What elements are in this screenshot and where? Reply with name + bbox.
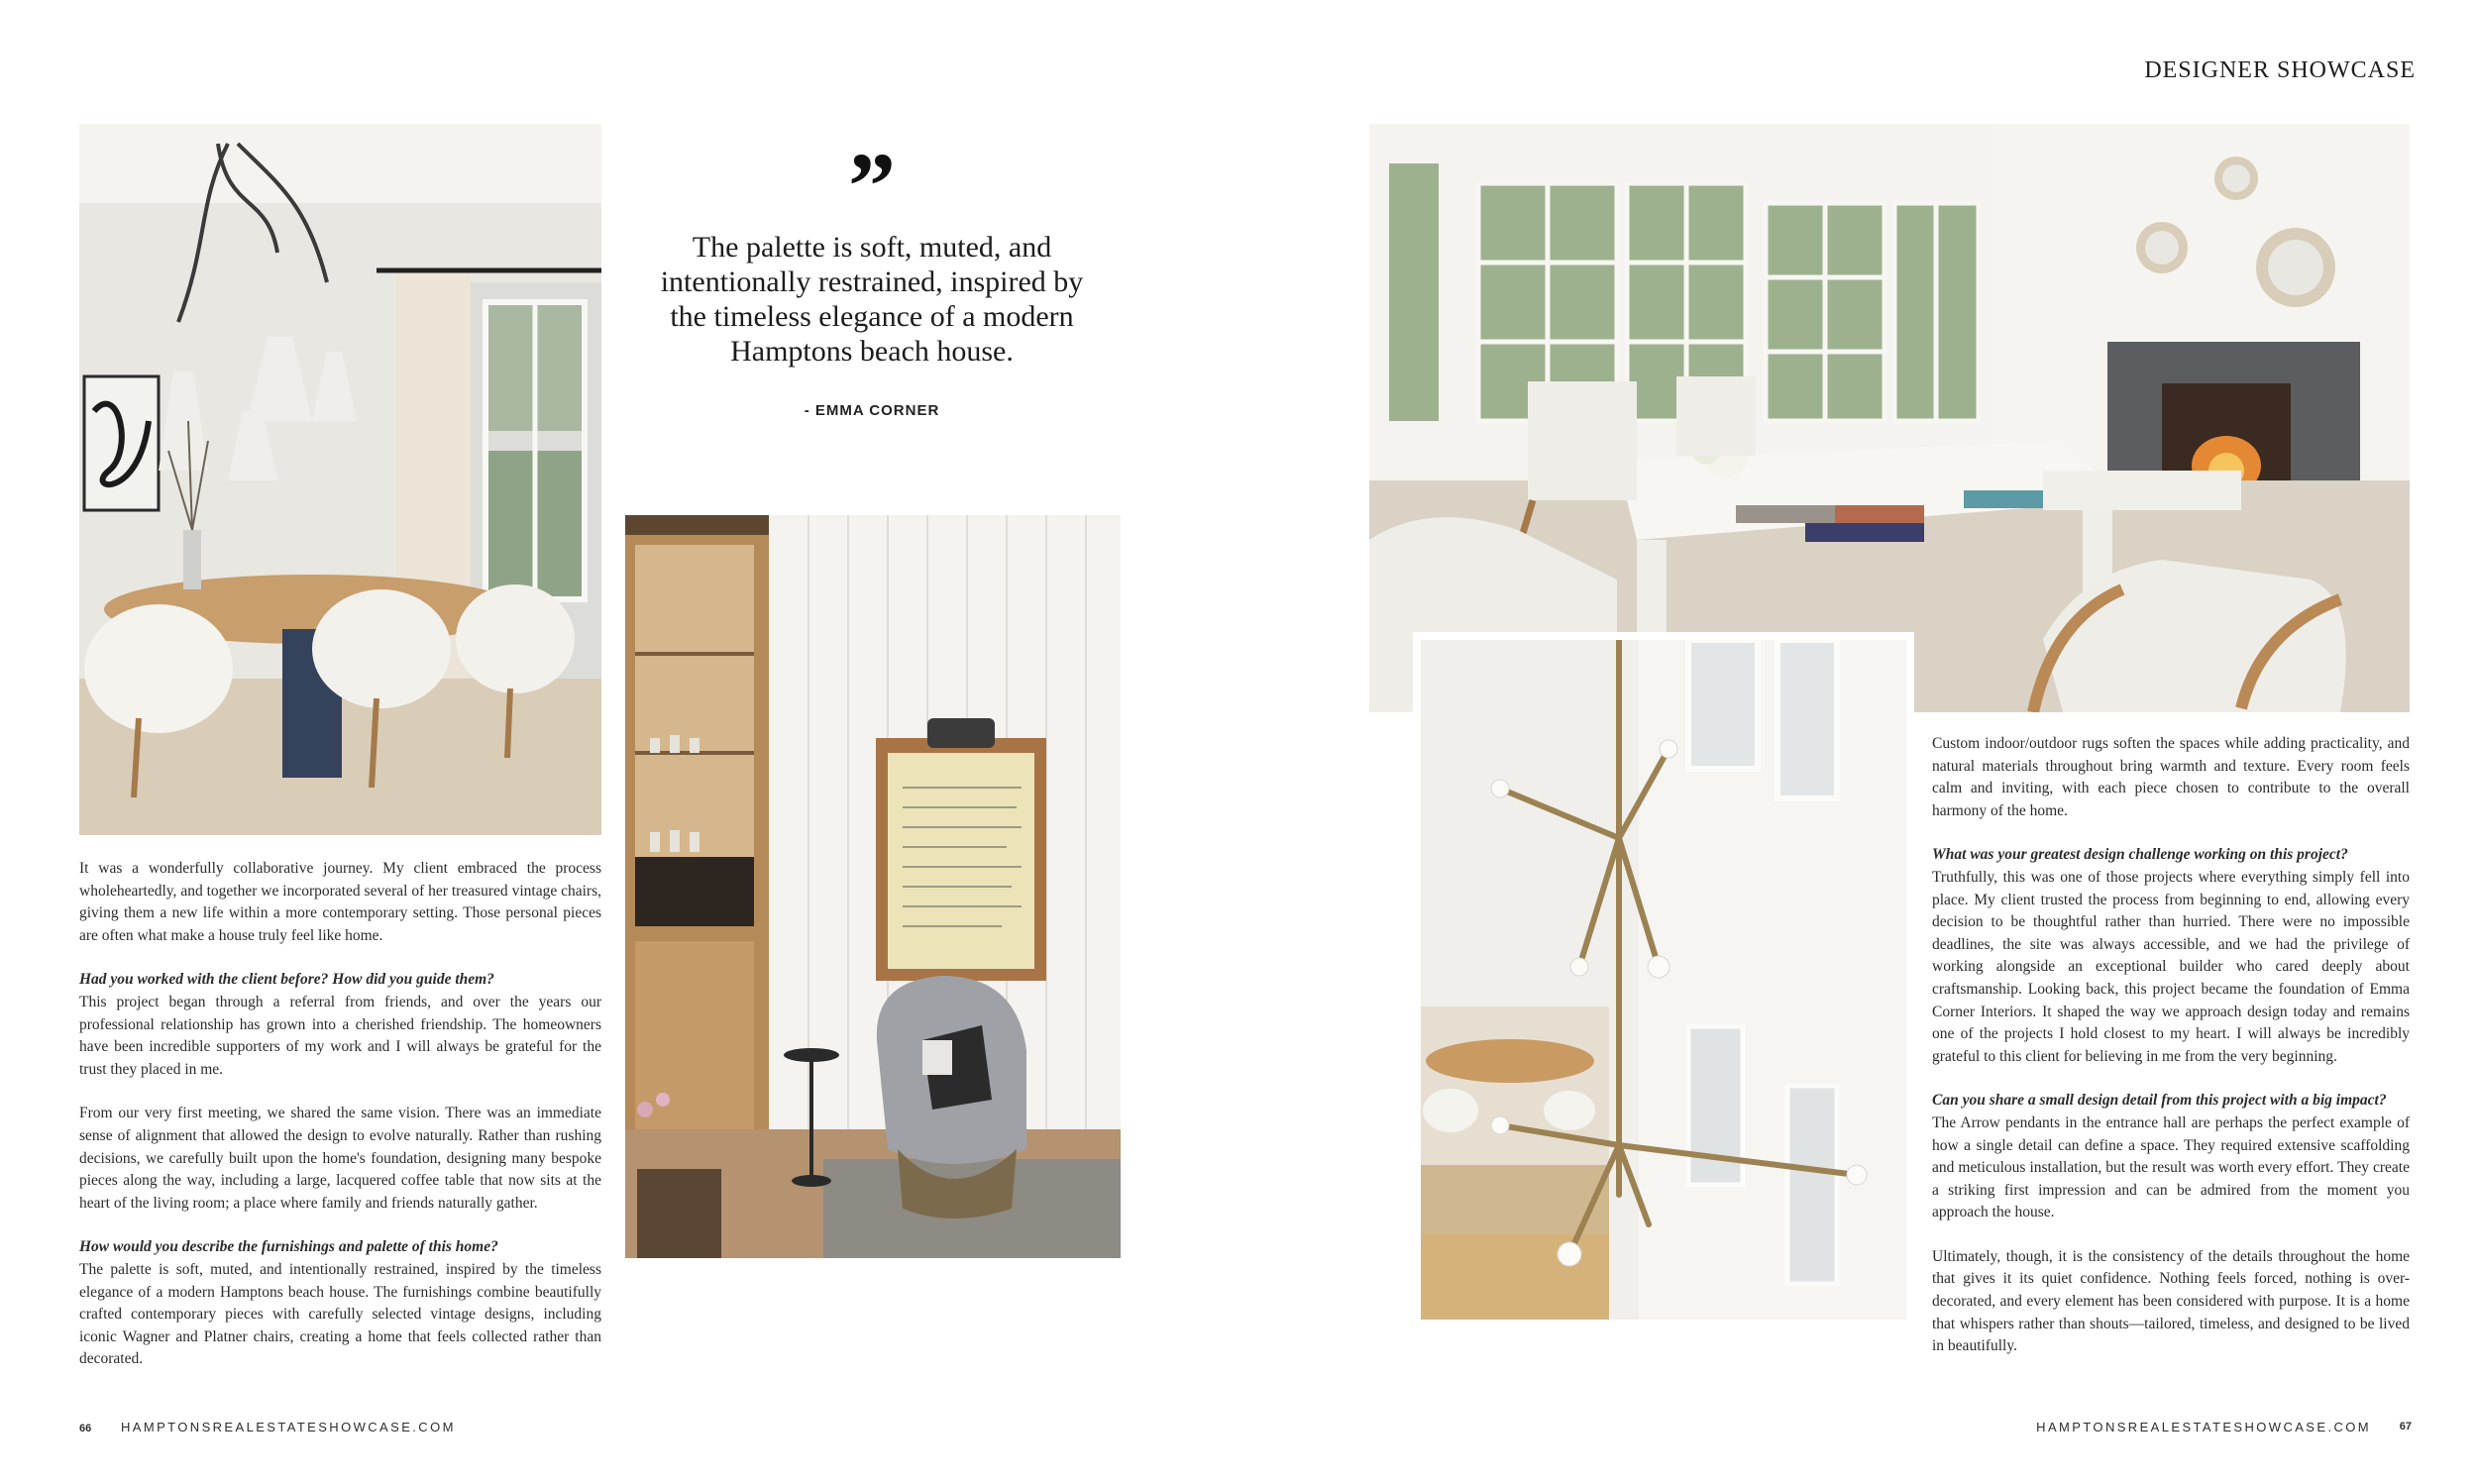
section-title: DESIGNER SHOWCASE [2144,57,2416,83]
right-question-1: What was your greatest design challenge working on this project? [1932,846,2348,864]
right-question-2: Can you share a small design detail from this project with a big impact? [1932,1092,2387,1110]
living-room-photo [1369,124,2410,712]
reading-nook-photo [625,515,1121,1258]
left-answer-2: The palette is soft, muted, and intentionally restrained, inspired by the timeless elegance of a modern Hamptons beach house. The furnishings combine beautifully crafted contemporary pieces with carefully selected vintage designs, including iconic Wagner and Platner chairs, creating a home that feels collected rather than decorated. [79,1260,601,1368]
right-intro-paragraph: Custom indoor/outdoor rugs soften the spaces while adding practicality, and natural materials throughout bring warmth and texture. Every room feels calm and inviting, with each piece chosen to contribute to the overall harmony of the home. [1932,735,2410,819]
left-answer-1: This project began through a referral from friends, and over the years our professional relationship has grown into a cherished friendship. The homeowners have been incredible supporters of my work and I will always be grateful for the trust they placed in me. [79,993,601,1078]
left-article [79,858,601,1393]
quote-mark: ” [848,133,896,239]
pull-quote-author: - EMMA CORNER [804,402,940,419]
left-paragraph-2: From our very first meeting, we shared the same vision. There was an immediate sense of alignment that allowed the design to evolve naturally. Rather than rushing decisions, we carefully built upon the home's foundation, designing many bespoke pieces along the way, including a large, lacquered coffee table that now sits at the heart of the living room; a place where family and friends naturally gather. [79,1105,601,1212]
right-page-number: 67 [2399,1421,2412,1432]
arrow-pendant-photo [1413,632,1914,1327]
left-question-2: How would you describe the furnishings and palette of this home? [79,1238,498,1256]
left-intro-paragraph: It was a wonderfully collaborative journey. My client embraced the process wholeheartedly, and together we incorporated several of her treasured vintage chairs, giving them a new life within a more contemporary setting. Those personal pieces are often what make a house truly feel like home. [79,860,601,944]
dining-room-photo [79,124,601,835]
right-footer-site: HAMPTONSREALESTATESHOWCASE.COM [2036,1420,2371,1434]
left-footer-site: HAMPTONSREALESTATESHOWCASE.COM [121,1420,456,1434]
right-answer-2: The Arrow pendants in the entrance hall are perhaps the perfect example of how a single detail can define a space. They required extensive scaffolding and meticulous installation, but the result was worth every effort. They create a striking first impression and can be admired from the moment you approach the house. [1932,1113,2410,1221]
right-answer-1: Truthfully, this was one of those projects where everything simply fell into place. My client trusted the process from beginning to end, allowing every decision to be thoughtful rather than hurried. There were no impossible deadlines, the site was always accessible, and we had the privilege of working alongside an exceptional builder who cared deeply about craftsmanship. Looking back, this project became the foundation of Emma Corner Interiors. It shaped the way we approach design today and remains one of the projects I hold closest to my heart. I will always be incredibly grateful to this client for believing in me from the very beginning. [1932,868,2410,1065]
right-article [1932,733,2410,1380]
right-paragraph-3: Ultimately, though, it is the consistency of the details throughout the home that gives it its quiet confidence. Nothing feels forced, nothing is over-decorated, and every element has been considered with purpose. It is a home that whispers rather than shouts—tailored, timeless, and designed to be lived in beautifully. [1932,1247,2410,1355]
left-question-1: Had you worked with the client before? How did you guide them? [79,971,494,989]
pull-quote-text: The palette is soft, muted, and intentionally restrained, inspired by the timeless elegance of a modern Hamptons beach house. [660,231,1084,368]
left-page-number: 66 [79,1423,92,1434]
